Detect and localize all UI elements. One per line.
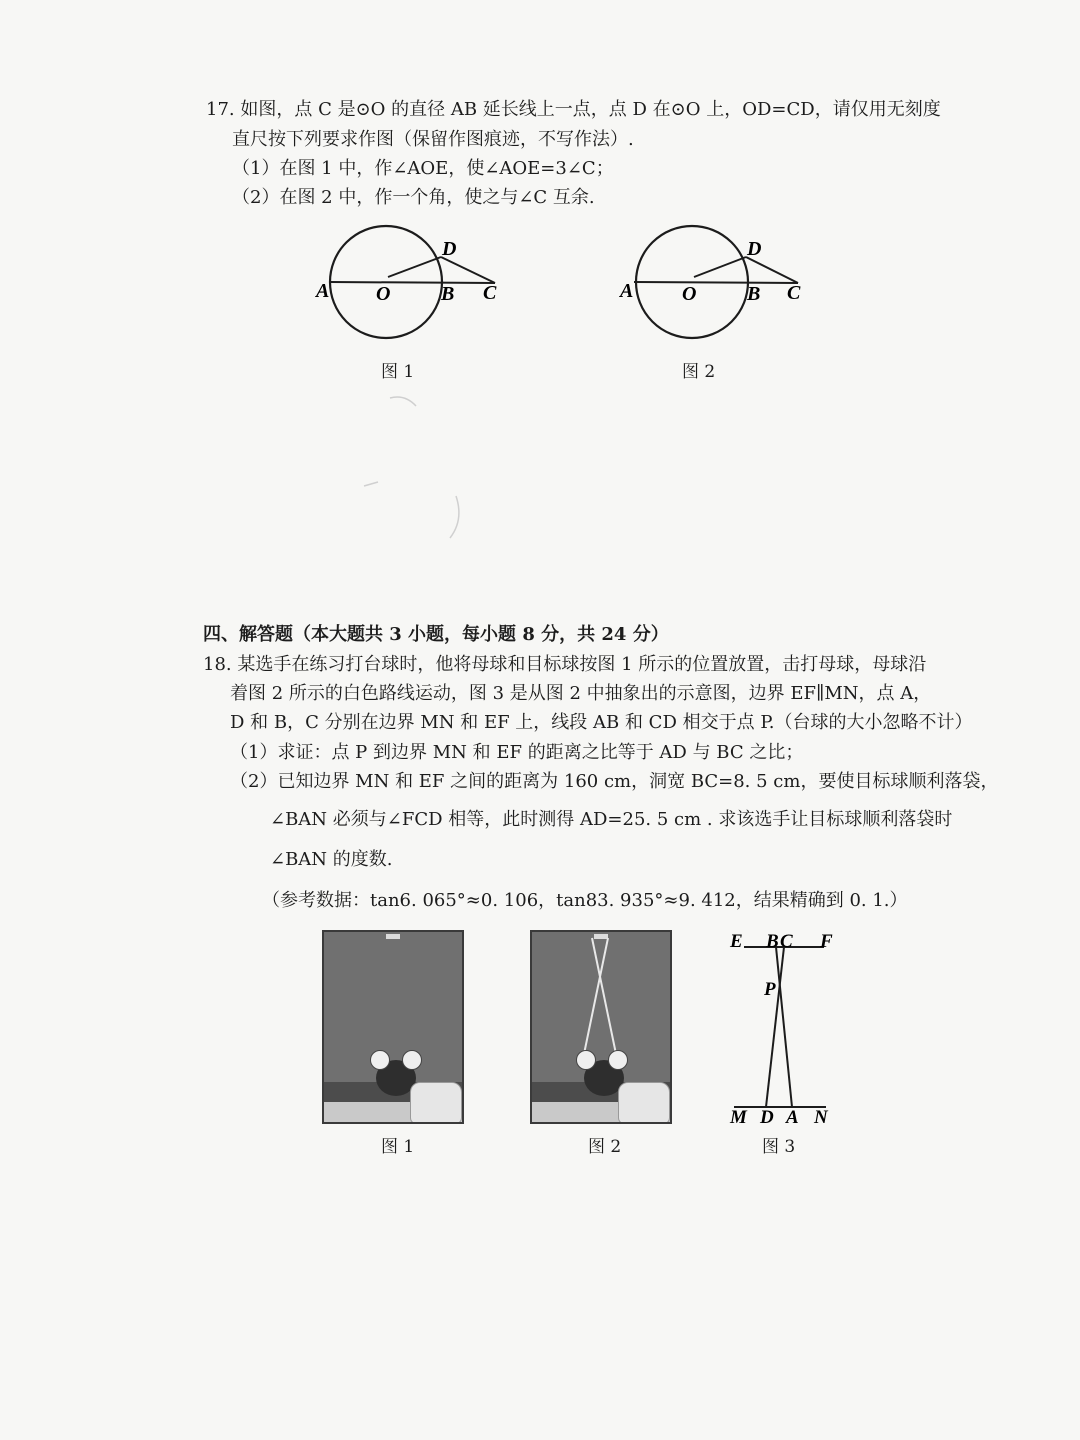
q18-photo-2 — [530, 930, 672, 1124]
label-o: O — [376, 283, 391, 305]
label-d: D — [760, 1107, 774, 1125]
line-ac — [330, 282, 495, 283]
q18-line3: D 和 B，C 分别在边界 MN 和 EF 上，线段 AB 和 CD 相交于点 P.（台球的大小忽略不计） — [230, 712, 973, 733]
player-hand — [410, 1082, 462, 1124]
object-ball — [370, 1050, 390, 1070]
label-f: F — [820, 931, 833, 952]
q18-caption-1: 图 1 — [381, 1137, 415, 1157]
q17-caption-2: 图 2 — [682, 362, 716, 382]
q17-line2: 直尺按下列要求作图（保留作图痕迹，不写作法）. — [232, 129, 634, 150]
cue-ball — [608, 1050, 628, 1070]
q18-caption-2: 图 2 — [588, 1137, 622, 1157]
segment-dc — [441, 257, 495, 283]
object-ball — [576, 1050, 596, 1070]
q17-part2: （2）在图 2 中，作一个角，使之与∠C 互余. — [232, 187, 595, 208]
label-b: B — [441, 283, 455, 305]
line-ac — [634, 282, 798, 283]
label-b: B — [766, 931, 779, 952]
label-o: O — [682, 283, 697, 305]
show-through-marks — [360, 390, 480, 550]
q18-line2: 着图 2 所示的白色路线运动，图 3 是从图 2 中抽象出的示意图，边界 EF∥MN，点 A， — [230, 683, 932, 704]
segment-od — [388, 257, 441, 277]
label-c: C — [483, 282, 497, 304]
label-m: M — [730, 1107, 747, 1125]
pocket — [386, 934, 400, 939]
q17-part1: （1）在图 1 中，作∠AOE，使∠AOE=3∠C； — [232, 158, 614, 179]
q18-photo-1 — [322, 930, 464, 1124]
label-c: C — [787, 282, 801, 304]
q17-figure-1 — [310, 215, 510, 345]
q17-figure-2 — [612, 215, 812, 345]
label-c: C — [780, 931, 793, 952]
label-p: P — [764, 979, 776, 1000]
q18-figure-3 — [722, 925, 842, 1125]
label-a: A — [786, 1107, 799, 1125]
segment-dc — [746, 257, 798, 283]
segment-ab — [776, 947, 792, 1107]
segment-dc — [766, 947, 784, 1107]
q18-part2b: ∠BAN 必须与∠FCD 相等，此时测得 AD=25. 5 cm . 求该选手让目标球顺利落袋时 — [270, 809, 953, 830]
q17-caption-1: 图 1 — [381, 362, 415, 382]
label-d: D — [747, 238, 762, 260]
q17-line1: 17. 如图，点 C 是⊙O 的直径 AB 延长线上一点，点 D 在⊙O 上，OD=CD，请仅用无刻度 — [206, 99, 941, 120]
segment-od — [694, 257, 746, 277]
label-a: A — [316, 280, 330, 302]
label-d: D — [442, 238, 457, 260]
label-e: E — [730, 931, 743, 952]
q18-reference-data: （参考数据：tan6. 065°≈0. 106，tan83. 935°≈9. 412，结果精确到 0. 1.） — [262, 890, 908, 911]
player-hand — [618, 1082, 670, 1124]
label-b: B — [747, 283, 761, 305]
q18-line1: 18. 某选手在练习打台球时，他将母球和目标球按图 1 所示的位置放置，击打母球，母球沿 — [203, 654, 927, 675]
q18-caption-3: 图 3 — [762, 1137, 796, 1157]
label-n: N — [814, 1107, 828, 1125]
q18-part1: （1）求证：点 P 到边界 MN 和 EF 的距离之比等于 AD 与 BC 之比； — [230, 742, 804, 763]
q18-part2a: （2）已知边界 MN 和 EF 之间的距离为 160 cm，洞宽 BC=8. 5 cm，要使目标球顺利落袋， — [230, 771, 999, 792]
cue-ball — [402, 1050, 422, 1070]
label-a: A — [620, 280, 634, 302]
section-heading: 四、解答题（本大题共 3 小题，每小题 8 分，共 24 分） — [203, 624, 669, 645]
q18-part2c: ∠BAN 的度数. — [270, 849, 393, 870]
